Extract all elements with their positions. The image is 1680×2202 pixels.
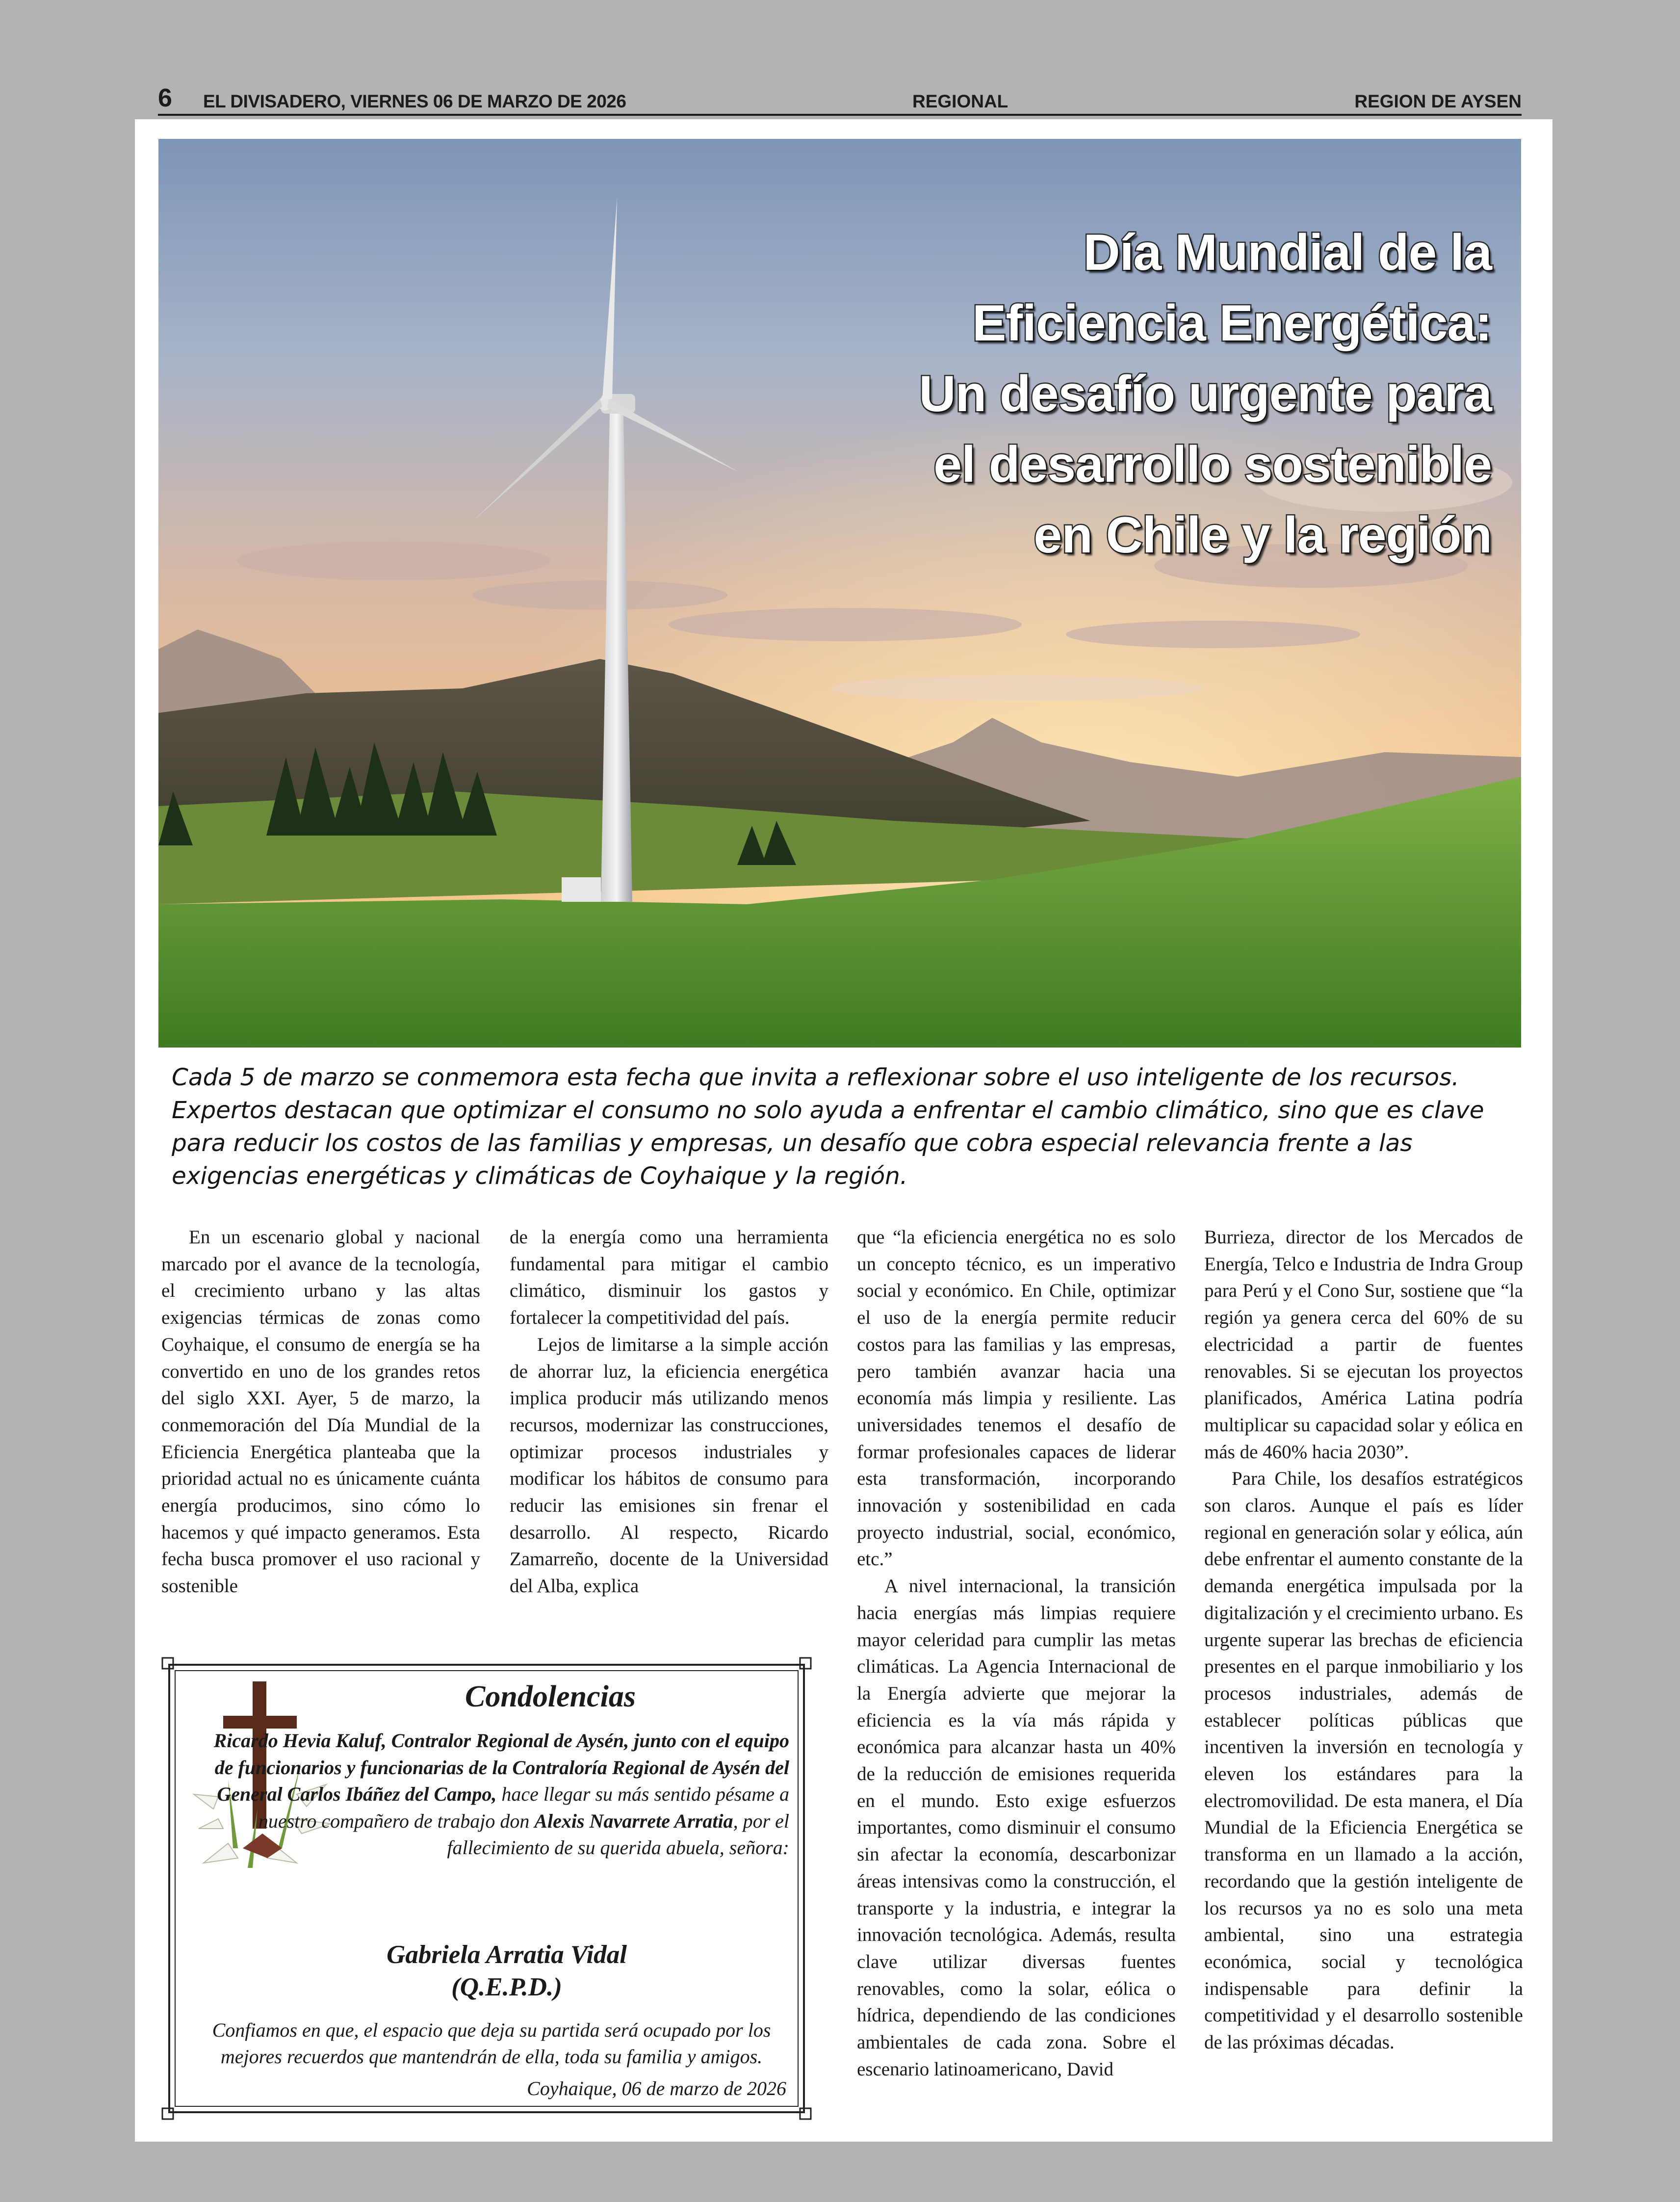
article-column-4 bbox=[1204, 1224, 1523, 2056]
newspaper-page bbox=[135, 119, 1552, 2142]
headline bbox=[756, 217, 1492, 571]
condolences-message-text: hace llegar su más sentido pésame a nuestro compañero de trabajo don bbox=[258, 1783, 789, 1832]
paragraph: de la energía como una herramienta fundamental para mitigar el cambio climático, disminuir los gastos y fortalecer la competitividad del país. bbox=[510, 1227, 828, 1329]
condolences-box bbox=[158, 1654, 815, 2123]
header-rule bbox=[158, 114, 1522, 116]
article-column-2 bbox=[510, 1224, 828, 1600]
headline-line: en Chile y la región bbox=[1034, 507, 1492, 564]
page-number: 6 bbox=[158, 84, 172, 112]
paragraph: En un escenario global y nacional marcado por el avance de la tecnología, el crecimiento urbano y las altas exigencias térmicas de zonas como Coyhaique, el consumo de energía se ha convertido en uno de los grandes retos del siglo XXI. Ayer, 5 de marzo, la conmemoración del Día Mundial de la Eficiencia Energética planteaba que la prioridad actual no es únicamente cuánta energía producimos, sino cómo lo hacemos y qué impacto generamos. Esta fecha busca promover el uso racional y sostenible bbox=[161, 1227, 480, 1597]
paragraph: Burrieza, director de los Mercados de Energía, Telco e Industria de Indra Group para Perú y el Cono Sur, sostiene que “la región ya genera cerca del 60% de su electricidad a partir de fuentes renovables. Si se ejecutan los proyectos planificados, América Latina podría multiplicar su capacidad solar y eólica en más de 460% hacia 2030”. bbox=[1204, 1227, 1523, 1463]
headline-line: el desarrollo sostenible bbox=[933, 436, 1492, 493]
condolences-place-date: Coyhaique, 06 de marzo de 2026 bbox=[527, 2077, 786, 2099]
section-name: REGIONAL bbox=[912, 91, 1008, 111]
deceased-name: Gabriela Arratia Vidal bbox=[387, 1940, 627, 1969]
colleague-name: Alexis Navarrete Arratia bbox=[534, 1809, 733, 1832]
dateline: EL DIVISADERO, VIERNES 06 DE MARZO DE 2026 bbox=[203, 91, 626, 111]
condolences-title: Condolencias bbox=[465, 1680, 636, 1713]
headline-line: Eficiencia Energética: bbox=[972, 295, 1492, 352]
deceased-block bbox=[306, 1939, 708, 2003]
running-header bbox=[158, 84, 1522, 116]
condolences-closing: Confiamos en que, el espacio que deja su partida será ocupado por los mejores recuerdos que mantendrán de ella, toda su familia y amigos. bbox=[212, 2019, 771, 2068]
paragraph: Para Chile, los desafíos estratégicos son claros. Aunque el país es líder regional en generación solar y eólica, aún debe enfrentar el aumento constante de la demanda energética impulsada por la digitalización y el crecimiento urbano. Es urgente superar las brechas de eficiencia presentes en el parque inmobiliario y los procesos industriales, además de establecer políticas públicas que incentiven la inversión en tecnología y eleven los estándares para la electromovilidad. De esta manera, el Día Mundial de la Eficiencia Energética se transforma en un llamado a la acción, recordando que la gestión inteligente de los recursos ya no es solo una meta ambiental, sino una estrategia económica, social y tecnológica indispensable para definir la competitividad y el desarrollo sostenible de las próximas décadas. bbox=[1204, 1468, 1523, 2053]
paragraph: que “la eficiencia energética no es solo un concepto técnico, es un imperativo social y económico. En Chile, optimizar el uso de la energía permite reducir costos para las familias y las empresas, pero también avanzar hacia una economía más limpia y resiliente. Las universidades tenemos el desafío de formar profesionales capaces de liderar esta transformación, incorporando innovación y sostenibilidad en cada proyecto industrial, social, económico, etc.” bbox=[857, 1227, 1176, 1570]
condolences-sender: Ricardo Hevia Kaluf, Contralor Regional de Aysén, junto con el equipo de funcionarios y funcionarias de la Contraloría Regional de Aysén del General Carlos Ibáñez del Campo, bbox=[213, 1730, 789, 1805]
deck-summary: Cada 5 de marzo se conmemora esta fecha que invita a reflexionar sobre el uso inteligente de los recursos. Expertos destacan que optimizar el consumo no solo ayuda a enfrentar el cambio climático, sino que es clave para reducir los costos de las familias y empresas, un desafío que cobra especial relevancia frente a las exigencias energéticas y climáticas de Coyhaique y la región. bbox=[172, 1064, 1484, 1190]
condolences-message-text: , por el fallecimiento de su querida abuela, señora: bbox=[447, 1809, 789, 1859]
headline-line: Día Mundial de la bbox=[1083, 224, 1492, 281]
headline-line: Un desafío urgente para bbox=[919, 366, 1492, 422]
condolences-message bbox=[198, 1728, 789, 1861]
paragraph: Lejos de limitarse a la simple acción de ahorrar luz, la eficiencia energética implica producir más utilizando menos recursos, modernizar las construcciones, optimizar procesos industriales y modificar los hábitos de consumo para reducir las emisiones sin frenar el desarrollo. Al respecto, Ricardo Zamarreño, docente de la Universidad del Alba, explica bbox=[510, 1334, 828, 1597]
article-column-1 bbox=[161, 1224, 480, 1600]
qepd: (Q.E.P.D.) bbox=[451, 1973, 562, 2001]
article-column-3 bbox=[857, 1224, 1176, 2083]
region-name: REGION DE AYSEN bbox=[1354, 91, 1522, 111]
hero-photo bbox=[158, 139, 1521, 1048]
paragraph: A nivel internacional, la transición hacia energías más limpias requiere mayor celeridad para cumplir las metas climáticas. La Agencia Internacional de la Energía advierte que mejorar la eficiencia es la vía más rápida y económica para alcanzar hasta un 40% de la reducción de emisiones requerida en el mundo. Esto exige esfuerzos importantes, como disminuir el consumo sin afectar la economía, descarbonizar áreas intensivas como la construcción, el transporte y la industria, e integrar la innovación tecnológica. Además, resulta clave utilizar diversas fuentes renovables, como la solar, eólica o hídrica, dependiendo de las condiciones ambientales de cada zona. Sobre el escenario latinoamericano, David bbox=[857, 1575, 1176, 2080]
